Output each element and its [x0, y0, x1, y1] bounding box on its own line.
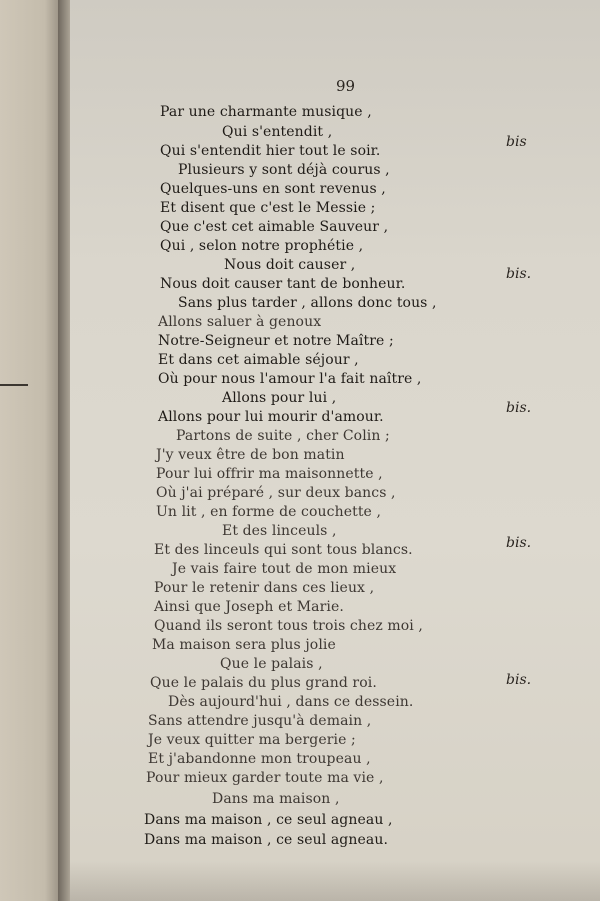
- verse-line: Quelques-uns en sont revenus ,: [160, 181, 386, 197]
- verse-line: Par une charmante musique ,: [160, 104, 372, 120]
- verse-line: Ma maison sera plus jolie: [152, 637, 336, 653]
- verse-line: Partons de suite , cher Colin ;: [176, 428, 390, 444]
- verse-line: Que c'est cet aimable Sauveur ,: [160, 219, 389, 235]
- verse-line: Où j'ai préparé , sur deux bancs ,: [156, 485, 396, 501]
- verse-line: Sans plus tarder , allons donc tous ,: [178, 295, 437, 311]
- verse-line: Qui s'entendit hier tout le soir.: [160, 143, 381, 159]
- bis-marker: bis: [506, 134, 527, 150]
- verse-line: Où pour nous l'amour l'a fait naître ,: [158, 371, 422, 387]
- verse-line: Pour le retenir dans ces lieux ,: [154, 580, 375, 596]
- verse-line: Plusieurs y sont déjà courus ,: [178, 162, 390, 178]
- right-page: [70, 0, 600, 901]
- verse-line: Et dans cet aimable séjour ,: [158, 352, 359, 368]
- bis-marker: bis.: [506, 400, 532, 416]
- verse-line: Pour lui offrir ma maisonnette ,: [156, 466, 383, 482]
- verse-line: Et disent que c'est le Messie ;: [160, 200, 376, 216]
- bis-marker: bis.: [506, 266, 532, 282]
- verse-line: Qui s'entendit ,: [222, 124, 333, 140]
- verse-line: Et des linceuls qui sont tous blancs.: [154, 542, 413, 558]
- bis-marker: bis.: [506, 535, 532, 551]
- verse-line: Qui , selon notre prophétie ,: [160, 238, 364, 254]
- verse-line: Sans attendre jusqu'à demain ,: [148, 713, 372, 729]
- verse-line: Dans ma maison ,: [212, 791, 340, 807]
- verse-line: Allons saluer à genoux: [158, 314, 322, 330]
- verse-line: Que le palais du plus grand roi.: [150, 675, 377, 691]
- left-page-rule: [0, 384, 28, 386]
- verse-line: Ainsi que Joseph et Marie.: [154, 599, 344, 615]
- verse-line: Allons pour lui mourir d'amour.: [158, 409, 384, 425]
- verse-line: Quand ils seront tous trois chez moi ,: [154, 618, 423, 634]
- verse-line: Dans ma maison , ce seul agneau ,: [144, 812, 393, 828]
- verse-line: Un lit , en forme de couchette ,: [156, 504, 382, 520]
- page-shadow: [70, 861, 600, 901]
- verse-line: Je veux quitter ma bergerie ;: [148, 732, 356, 748]
- verse-line: Dans ma maison , ce seul agneau.: [144, 832, 388, 848]
- verse-line: Nous doit causer ,: [224, 257, 356, 273]
- page-number: 99: [336, 77, 356, 95]
- verse-line: Je vais faire tout de mon mieux: [172, 561, 397, 577]
- verse-line: Allons pour lui ,: [222, 390, 337, 406]
- verse-line: Dès aujourd'hui , dans ce dessein.: [168, 694, 414, 710]
- verse-line: J'y veux être de bon matin: [156, 447, 345, 463]
- verse-line: Notre-Seigneur et notre Maître ;: [158, 333, 394, 349]
- bis-marker: bis.: [506, 672, 532, 688]
- left-page-edge: [0, 0, 64, 901]
- verse-line: Pour mieux garder toute ma vie ,: [146, 770, 384, 786]
- verse-line: Nous doit causer tant de bonheur.: [160, 276, 406, 292]
- verse-line: Et j'abandonne mon troupeau ,: [148, 751, 371, 767]
- verse-line: Et des linceuls ,: [222, 523, 337, 539]
- verse-line: Que le palais ,: [220, 656, 323, 672]
